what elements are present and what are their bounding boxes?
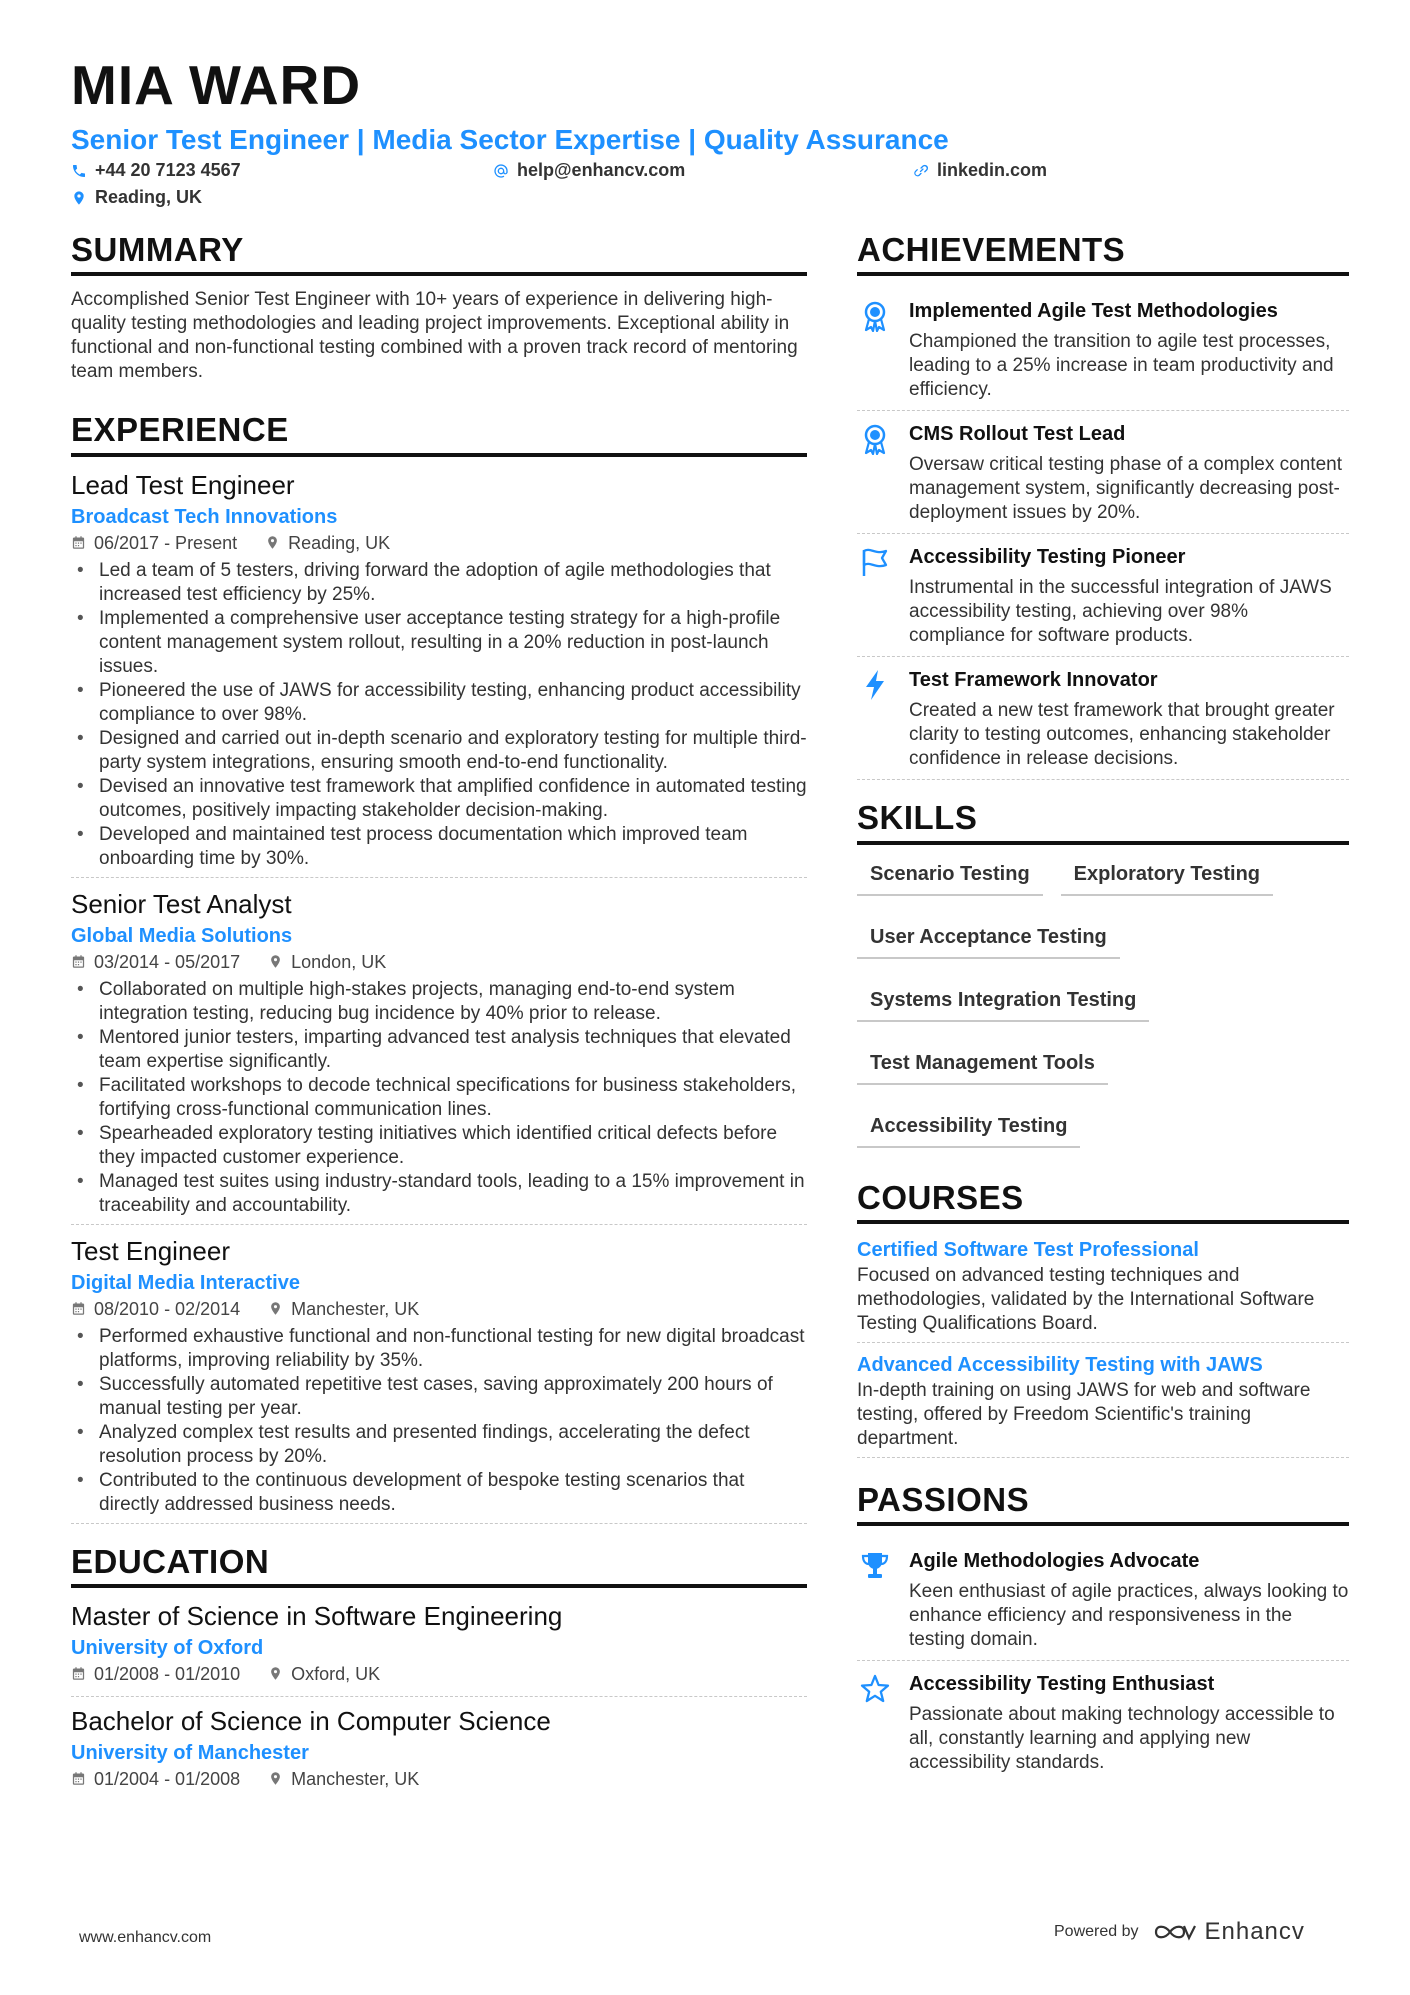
degree: Bachelor of Science in Computer Science — [71, 1705, 551, 1736]
summary-heading: SUMMARY — [71, 232, 807, 276]
award-ribbon-icon — [860, 423, 890, 455]
bullet-item: • Mentored junior testers, imparting advanced test analysis techniques that elevated team expertise significantly. — [71, 1026, 807, 1074]
contact-phone — [71, 160, 241, 181]
job-meta — [71, 950, 807, 974]
calendar-icon — [71, 535, 86, 550]
location-pin-icon — [71, 190, 87, 206]
location-pin-icon — [265, 535, 280, 550]
job-dates: 08/2010 - 02/2014 — [94, 1298, 241, 1319]
achievement-title: CMS Rollout Test Lead — [909, 423, 1126, 446]
left-column — [71, 232, 807, 1809]
passion-desc: Passionate about making technology accessible to all, constantly learning and applying new accessibility standards. — [909, 1704, 1335, 1774]
job-entry — [71, 1235, 807, 1524]
education-meta — [71, 1662, 807, 1686]
skill-tag: Scenario Testing — [857, 857, 1043, 896]
achievement-item — [857, 411, 1349, 534]
job-role: Test Engineer — [71, 1235, 230, 1266]
phone-text: +44 20 7123 4567 — [95, 160, 241, 180]
job-location: Manchester, UK — [291, 1298, 420, 1319]
bullet-item: • Devised an innovative test framework that amplified confidence in automated testing outcomes, positively impacting stakeholder decision-making. — [71, 775, 807, 823]
education-meta — [71, 1767, 807, 1791]
email-text[interactable]: help@enhancv.com — [517, 160, 686, 180]
bullet-item: • Facilitated workshops to decode technical specifications for business stakeholders, fortifying cross-functional communication lines. — [71, 1074, 807, 1122]
education-location: Manchester, UK — [291, 1768, 420, 1789]
bullet-item: • Implemented a comprehensive user acceptance testing strategy for a high-profile content management system rollout, resulting in a 20% reduction in post-launch issues. — [71, 607, 807, 679]
bullet-item: • Led a team of 5 testers, driving forward the adoption of agile methodologies that increased test efficiency by 25%. — [71, 559, 807, 607]
location-pin-icon — [268, 1666, 283, 1681]
job-entry — [71, 888, 807, 1225]
skill-tag: Test Management Tools — [857, 1046, 1108, 1085]
skills-list — [857, 857, 1349, 1148]
education-heading: EDUCATION — [71, 1544, 807, 1588]
achievement-item — [857, 288, 1349, 411]
job-entry — [71, 469, 807, 878]
achievements-heading: ACHIEVEMENTS — [857, 232, 1349, 276]
job-role: Senior Test Analyst — [71, 888, 292, 919]
course-title: Certified Software Test Professional — [857, 1238, 1199, 1261]
location-pin-icon — [268, 954, 283, 969]
courses-heading: COURSES — [857, 1180, 1349, 1224]
enhancv-logo-icon — [1153, 1920, 1199, 1944]
achievement-item — [857, 534, 1349, 657]
candidate-title: Senior Test Engineer | Media Sector Expertise | Quality Assurance — [71, 124, 949, 155]
course-desc: In-depth training on using JAWS for web and software testing, offered by Freedom Scientific's training department. — [857, 1379, 1311, 1449]
footer-website[interactable]: www.enhancv.com — [79, 1929, 212, 1946]
job-company: Broadcast Tech Innovations — [71, 505, 338, 528]
candidate-name: MIA WARD — [71, 54, 362, 116]
achievement-desc: Oversaw critical testing phase of a complex content management system, significantly decreasing post-deployment issues by 20%. — [909, 454, 1342, 524]
bullet-item: • Contributed to the continuous development of bespoke testing scenarios that directly addressed business needs. — [71, 1469, 807, 1517]
achievement-title: Accessibility Testing Pioneer — [909, 546, 1186, 569]
powered-by-text: Powered by — [1054, 1923, 1139, 1940]
right-column — [857, 232, 1349, 1783]
lightning-icon — [860, 669, 890, 701]
star-icon — [860, 1673, 890, 1705]
bullet-item: • Successfully automated repetitive test cases, saving approximately 200 hours of manual testing per year. — [71, 1373, 807, 1421]
education-location: Oxford, UK — [291, 1663, 381, 1684]
link-icon — [913, 163, 929, 179]
brand-logo[interactable] — [1153, 1918, 1305, 1946]
calendar-icon — [71, 954, 86, 969]
bullet-item: • Designed and carried out in-depth scenario and exploratory testing for multiple third-party system integrations, ensuring smooth end-to-end functionality. — [71, 727, 807, 775]
achievement-desc: Instrumental in the successful integration of JAWS accessibility testing, achieving over 98% compliance for software products. — [909, 577, 1332, 647]
course-desc: Focused on advanced testing techniques and methodologies, validated by the International Software Testing Qualifications Board. — [857, 1264, 1315, 1334]
flag-icon — [860, 546, 890, 578]
achievement-desc: Created a new test framework that brought greater clarity to testing outcomes, enhancing stakeholder confidence in release decisions. — [909, 700, 1335, 770]
summary-text: Accomplished Senior Test Engineer with 10+ years of experience in delivering high-quality testing methodologies and leading project improvements. Exceptional ability in functional and non-functional testing combined with a proven track record of mentoring team members. — [71, 289, 798, 383]
education-entry — [71, 1600, 807, 1697]
job-location: Reading, UK — [288, 532, 391, 553]
job-meta — [71, 1297, 807, 1321]
achievement-desc: Championed the transition to agile test processes, leading to a 25% increase in team productivity and efficiency. — [909, 331, 1334, 401]
skill-tag: Systems Integration Testing — [857, 983, 1149, 1022]
achievement-item — [857, 657, 1349, 780]
passion-title: Agile Methodologies Advocate — [909, 1550, 1200, 1573]
calendar-icon — [71, 1771, 86, 1786]
job-bullets — [71, 1325, 807, 1517]
achievement-title: Test Framework Innovator — [909, 669, 1158, 692]
trophy-icon — [860, 1550, 890, 1582]
bullet-item: • Developed and maintained test process documentation which improved team onboarding time by 30%. — [71, 823, 807, 871]
contact-email[interactable] — [493, 160, 685, 181]
award-ribbon-icon — [860, 300, 890, 332]
skill-tag: Accessibility Testing — [857, 1109, 1080, 1148]
passion-item — [857, 1538, 1349, 1661]
job-company: Global Media Solutions — [71, 924, 293, 947]
bullet-item: • Managed test suites using industry-standard tools, leading to a 15% improvement in traceability and accountability. — [71, 1170, 807, 1218]
course-item — [857, 1236, 1349, 1343]
location-text: Reading, UK — [95, 187, 203, 207]
job-meta — [71, 531, 807, 555]
education-entry — [71, 1705, 807, 1801]
passions-heading: PASSIONS — [857, 1482, 1349, 1526]
experience-heading: EXPERIENCE — [71, 412, 807, 456]
bullet-item: • Spearheaded exploratory testing initiatives which identified critical defects before they impacted customer experience. — [71, 1122, 807, 1170]
job-location: London, UK — [291, 951, 387, 972]
passion-item — [857, 1661, 1349, 1783]
job-dates: 03/2014 - 05/2017 — [94, 951, 241, 972]
calendar-icon — [71, 1301, 86, 1316]
job-dates: 06/2017 - Present — [94, 532, 238, 553]
achievement-title: Implemented Agile Test Methodologies — [909, 300, 1278, 323]
brand-name: Enhancv — [1204, 1918, 1305, 1945]
course-title: Advanced Accessibility Testing with JAWS — [857, 1353, 1263, 1376]
calendar-icon — [71, 1666, 86, 1681]
job-company: Digital Media Interactive — [71, 1271, 300, 1294]
linkedin-text[interactable]: linkedin.com — [937, 160, 1048, 180]
education-dates: 01/2008 - 01/2010 — [94, 1663, 241, 1684]
degree: Master of Science in Software Engineering — [71, 1600, 563, 1631]
location-pin-icon — [268, 1771, 283, 1786]
skill-tag: Exploratory Testing — [1061, 857, 1273, 896]
phone-icon — [71, 163, 87, 179]
contact-linkedin[interactable] — [913, 160, 1047, 181]
school: University of Oxford — [71, 1636, 264, 1659]
bullet-item: • Pioneered the use of JAWS for accessibility testing, enhancing product accessibility compliance to over 98%. — [71, 679, 807, 727]
bullet-item: • Performed exhaustive functional and non-functional testing for new digital broadcast platforms, improving reliability by 35%. — [71, 1325, 807, 1373]
at-icon — [493, 163, 509, 179]
education-dates: 01/2004 - 01/2008 — [94, 1768, 241, 1789]
bullet-item: • Collaborated on multiple high-stakes projects, managing end-to-end system integration testing, reducing bug incidence by 40% prior to release. — [71, 978, 807, 1026]
bullet-item: • Analyzed complex test results and presented findings, accelerating the defect resolution process by 20%. — [71, 1421, 807, 1469]
passion-desc: Keen enthusiast of agile practices, always looking to enhance efficiency and responsiveness in the testing domain. — [909, 1581, 1349, 1651]
job-role: Lead Test Engineer — [71, 469, 295, 500]
location-pin-icon — [268, 1301, 283, 1316]
footer-branding — [1054, 1918, 1305, 1946]
skill-tag: User Acceptance Testing — [857, 920, 1120, 959]
course-item — [857, 1351, 1349, 1458]
passion-title: Accessibility Testing Enthusiast — [909, 1673, 1215, 1696]
job-bullets — [71, 559, 807, 871]
job-bullets — [71, 978, 807, 1218]
contact-location — [71, 187, 202, 208]
skills-heading: SKILLS — [857, 800, 1349, 844]
school: University of Manchester — [71, 1741, 309, 1764]
